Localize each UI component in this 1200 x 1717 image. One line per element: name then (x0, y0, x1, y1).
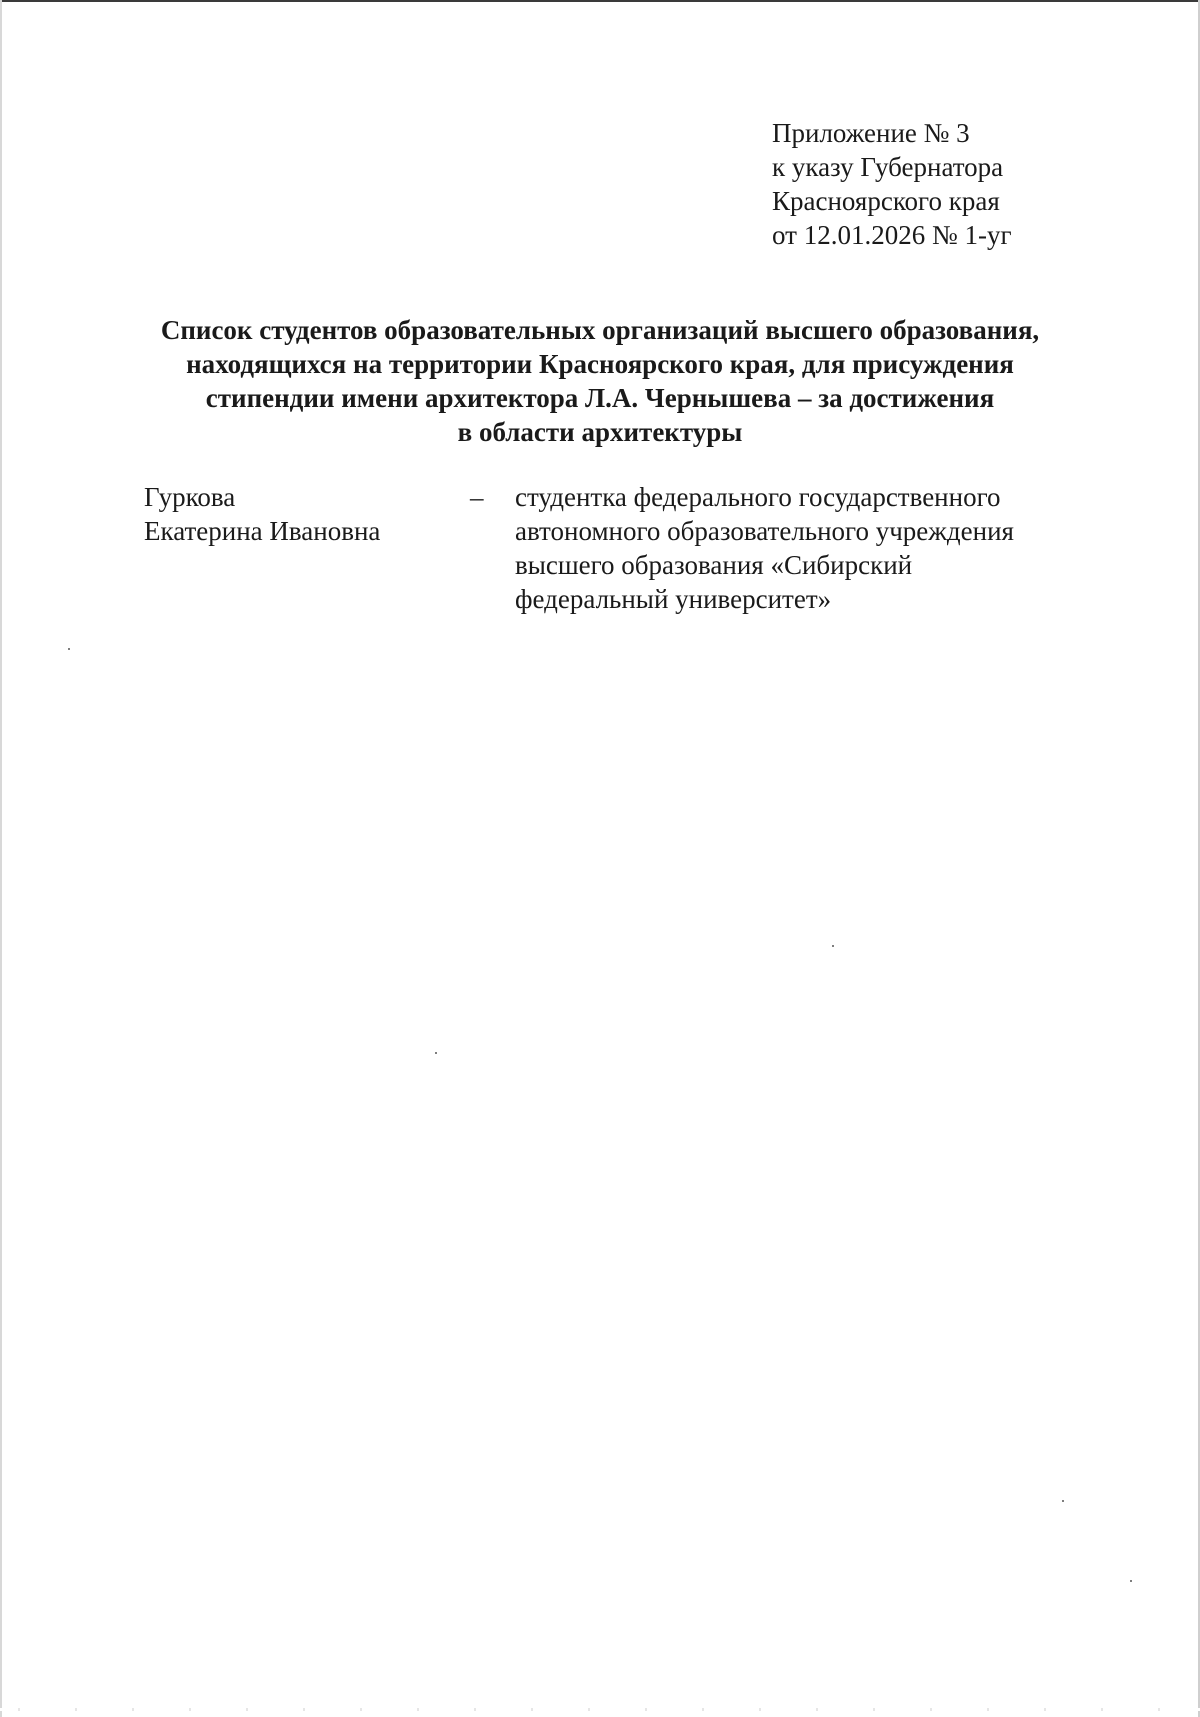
title-line: стипендии имени архитектора Л.А. Чернышева – за достижения (205, 383, 995, 413)
appendix-line: к указу Губернатора (772, 152, 1004, 182)
scan-bottom-noise (0, 1708, 1200, 1711)
appendix-header (772, 116, 1012, 252)
scan-edge-left (0, 0, 2, 1717)
document-title (120, 313, 1080, 449)
title-line: Список студентов образовательных организаций высшего образования, (160, 315, 1040, 345)
description-line: студентка федерального государственного (515, 482, 1001, 512)
description-line: автономного образовательного учреждения (515, 516, 1014, 546)
description-line: федеральный университет» (515, 584, 832, 614)
student-description (515, 480, 1014, 616)
scan-edge-top (0, 0, 1200, 2)
appendix-line: от 12.01.2026 № 1-уг (772, 220, 1012, 250)
description-line: высшего образования «Сибирский (515, 550, 913, 580)
scan-speck (68, 648, 70, 650)
title-line: в области архитектуры (457, 417, 743, 447)
scan-speck (435, 1052, 437, 1054)
title-line: находящихся на территории Красноярского края, для присуждения (186, 349, 1014, 379)
appendix-line: Красноярского края (772, 186, 1000, 216)
scan-speck (1062, 1500, 1064, 1502)
appendix-line: Приложение № 3 (772, 118, 970, 148)
student-surname: Гуркова (144, 482, 236, 512)
student-name (144, 480, 380, 548)
scan-speck (1130, 1580, 1132, 1582)
entry-dash: – (470, 482, 484, 512)
scan-speck (832, 945, 834, 947)
student-given-names: Екатерина Ивановна (144, 516, 381, 546)
